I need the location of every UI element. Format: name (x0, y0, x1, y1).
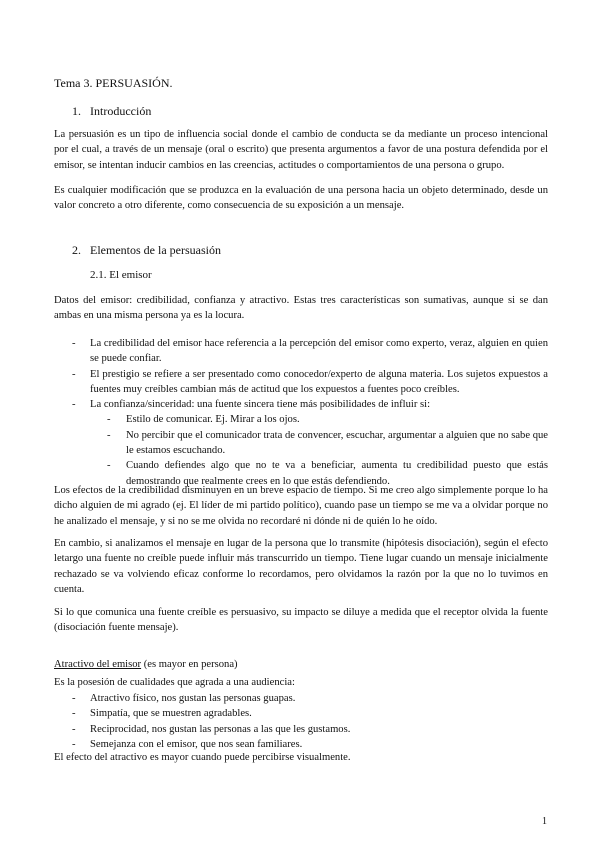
page-number: 1 (542, 816, 547, 827)
intro-paragraph-2: Es cualquier modificación que se produzca en la evaluación de una persona hacia un objeto determinado, desde un valor concreto a otro diferente, como consecuencia de su exposición a un mensaje. (54, 185, 548, 212)
list-item: - Reciprocidad, nos gustan las personas a las que les gustamos. (54, 722, 548, 737)
list-item: - La credibilidad del emisor hace referencia a la percepción del emisor como experto, veraz, alguien en quien se puede confiar. (54, 336, 548, 367)
list-item (54, 397, 548, 489)
sub-list-item: - Estilo de comunicar. Ej. Mirar a los ojos. (90, 412, 548, 427)
attractive-heading-text: Atractivo del emisor (54, 659, 142, 670)
list-item: - El prestigio se refiere a ser presentado como conocedor/experto de alguna materia. Los sujetos expuestos a fuentes muy creíbles cambian más de actitud que los expuestos a fuentes poco creíbles. (54, 367, 548, 398)
section-title: Introducción (90, 104, 152, 118)
list-item-text: - La confianza/sinceridad: una fuente sincera tiene más posibilidades de influir si: (90, 399, 431, 411)
attractive-heading (54, 657, 238, 672)
dissociation-paragraph: Si lo que comunica una fuente creíble es persuasivo, su impacto se diluye a medida que el receptor olvida la fuente (disociación fuente mensaje). (54, 607, 548, 634)
sub-list-item: - Cuando defiendes algo que no te va a beneficiar, aumenta tu credibilidad puesto que estás demostrando que realmente crees en lo que estás defendiendo. (90, 458, 548, 489)
confianza-sub-list (90, 412, 548, 488)
sleeper-effect-paragraph: En cambio, si analizamos el mensaje en lugar de la persona que lo transmite (hipótesis disociación), según el efecto letargo una fuente no creíble puede influir más transcurrido un tiempo. Tiene lugar cuando un mensaje inicialmente rechazado se va volviendo eficaz conforme lo recordamos, pero olvidamos la razón por la que no lo tuvimos en cuenta. (54, 538, 548, 595)
attractive-heading-note: (es mayor en persona) (141, 659, 238, 670)
document-title: Tema 3. PERSUASIÓN. (54, 76, 173, 90)
list-item: - Simpatía, que se muestren agradables. (54, 706, 548, 721)
emisor-bullet-list (54, 336, 548, 489)
list-item: - Atractivo físico, nos gustan las personas guapas. (54, 691, 548, 706)
credibility-effects-paragraph: Los efectos de la credibilidad disminuyen en un breve espacio de tiempo. Si me creo algo simplemente porque lo ha dicho alguien de mi agrado (ej. El líder de mi partido político), cuando pase un tiempo se me va a olvidar porque no he analizado el mensaje, y si no se me olvida no recordaré ni dónde ni de quién lo he oído. (54, 485, 548, 527)
section-heading-introduccion (72, 104, 151, 119)
emisor-intro-paragraph: Datos del emisor: credibilidad, confianza y atractivo. Estas tres características son sumativas, aunque si se dan ambas en una misma persona ya es la locura. (54, 295, 548, 322)
section-heading-elementos (72, 243, 221, 258)
list-item: - Semejanza con el emisor, que nos sean familiares. (54, 737, 548, 752)
section-number: 2. (72, 243, 81, 257)
sub-list-item: - No percibir que el comunicador trata de convencer, escuchar, argumentar a alguien que no sabe que le estamos escuchando. (90, 428, 548, 459)
intro-paragraph-1: La persuasión es un tipo de influencia social donde el cambio de conducta se da mediante un proceso intencional por el cual, a través de un mensaje (oral o escrito) que presenta argumentos a favor de una postura defendida por el emisor, se intentan inducir cambios en las creencias, actitudes o comportamientos de una persona o grupo. (54, 129, 548, 171)
section-title: Elementos de la persuasión (90, 243, 221, 257)
section-number: 1. (72, 104, 81, 118)
subsection-heading-emisor: 2.1. El emisor (90, 269, 152, 281)
attractive-definition: Es la posesión de cualidades que agrada a una audiencia: (54, 677, 295, 688)
attractive-conclusion: El efecto del atractivo es mayor cuando puede percibirse visualmente. (54, 752, 351, 763)
attractive-bullet-list (54, 691, 548, 752)
